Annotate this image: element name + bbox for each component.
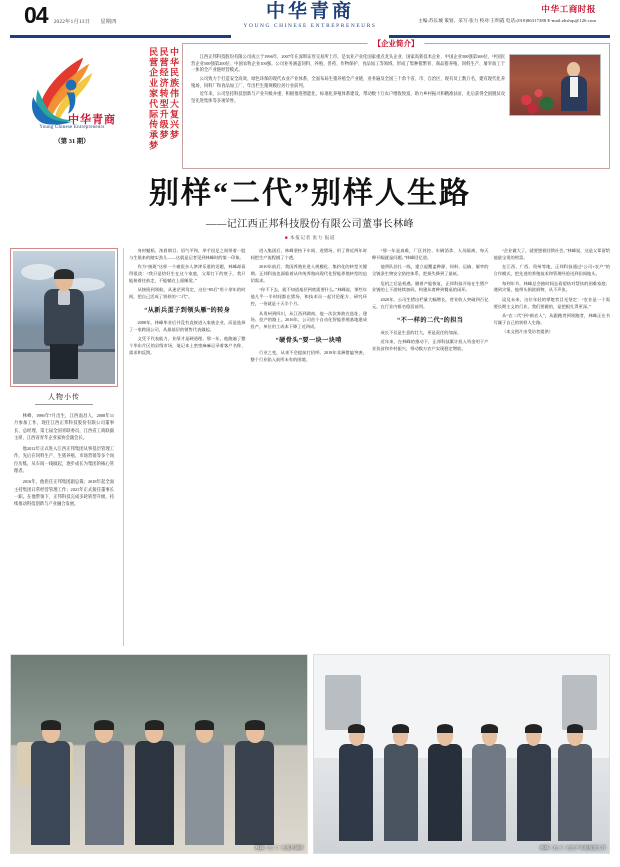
figure-body [384, 744, 418, 842]
publication-date: 2022年1月13日 [53, 19, 91, 25]
figure-hair [481, 724, 498, 733]
slogan-3: 民营企业家代际传承梦 [148, 47, 159, 151]
figure-body [472, 744, 506, 842]
article-column-1 [129, 248, 246, 646]
figure-hair [195, 720, 214, 730]
figure-body [135, 741, 174, 845]
body-paragraph: 从贵州到四川，从江西到湖南，他一次次奔波在选址、建场、投产的路上。2016年，公司首个自动化智能养殖基地建成投产，单位用工成本下降了近四成。 [250, 310, 367, 330]
article-column-2 [251, 248, 368, 646]
figure-hair [437, 724, 454, 733]
logo-name-cn: 中华青商 [68, 114, 116, 126]
photo-figure [514, 726, 552, 841]
company-intro-tag: 【企业简介】 [368, 38, 425, 49]
figure-body [85, 741, 124, 845]
article-subheadline: ——记江西正邦科技股份有限公司董事长林峰 [206, 219, 414, 230]
photo-subject-hair [54, 269, 74, 280]
article-columns [129, 248, 610, 646]
body-paragraph: 身材魁梧、浓眉朗目、语气平和，举手投足之间带着一股与生俱来的踏实劲儿——这就是记者见到林峰时的第一印象。 [129, 248, 246, 260]
section-subheading: “硬骨头”要一块一块啃 [275, 337, 342, 345]
figure-body [235, 741, 274, 845]
photo-figure [556, 726, 594, 841]
photo-equipment [562, 675, 597, 730]
body-paragraph: 近年来，在林峰的推动下，正邦科技累计投入资金用于产业扶贫和乡村振兴，带动数万农户实现稳定增收。 [372, 338, 489, 351]
rule-left [10, 35, 231, 38]
article-body [10, 248, 610, 646]
figure-body [517, 744, 551, 842]
body-paragraph: 成长不仅是生意的壮大，更是责任的加深。 [380, 329, 462, 335]
weekday-label: 星期四 [100, 19, 117, 25]
body-paragraph: 他带队驻扎一线，建立起覆盖种源、饲料、运输、屠宰的全链条生物安全防控体系，把损失降到了最低。 [372, 264, 489, 277]
figure-hair [348, 724, 365, 733]
photo-figure [82, 722, 126, 845]
photo-person-shirt [570, 77, 578, 97]
section-subheading: “不一样的二代”的担当 [397, 316, 464, 324]
body-paragraph: 2010年前后，我国养殖业进入规模化、集约化的转型关键期。正邦科技也面临着从传统养殖向现代化智能养殖转型的迫切需求。 [250, 264, 367, 283]
figure-hair [392, 724, 409, 733]
photo-person-head [567, 62, 580, 77]
banner [10, 41, 610, 171]
byline-text: 本报记者 张力 报道 [290, 235, 336, 240]
figure-body [185, 741, 224, 845]
intro-paragraph: 近年来，公司坚持科技创新与产业升级并重，积极推进智能化、标准化养殖体系建设，带动数十万农户增收致富，助力乡村振兴和精准扶贫，先后获得全国脱贫攻坚先进集体等多项荣誉。 [191, 91, 505, 103]
figure-body [558, 744, 592, 842]
bio-paragraph: 2016年，他担任正邦集团副总裁；2018年起全面主持集团日常经营管理工作；2021年正式接任董事长一职。在他带领下，正邦科技完成多轮转型升级，持续推动科技创新与产业融合发展。 [14, 479, 114, 507]
masthead-title-en: YOUNG CHINESE ENTREPRENEURS [243, 22, 377, 29]
bio-paragraph: 他2012年正式进入江西正邦集团从事基层管理工作，先后在饲料生产、生猪养殖、市场营销等多个岗位历练，从车间一线做起，逐步成长为集团的核心管理者。 [14, 446, 114, 474]
byline-marker: ■ [284, 235, 289, 240]
photo-subject-legs [50, 344, 78, 379]
photo-figure [470, 726, 508, 841]
bottom-photo-row [10, 654, 610, 854]
figure-body [339, 744, 373, 842]
logo-issue-number: （第 31 期） [54, 138, 90, 145]
bio-photo-frame [10, 248, 118, 387]
figure-body [428, 744, 462, 842]
body-paragraph: “企业做大了，就要想着回馈社会。”林峰说，这是父辈留给他最宝贵的财富。 [493, 248, 610, 260]
body-paragraph: 行业之变，从来不会提前打招呼。2018年非洲猪瘟突袭，整个行业陷入前所未有的困境。 [250, 350, 367, 363]
figure-hair [245, 720, 264, 730]
bio-photo [13, 251, 115, 384]
body-paragraph: 2020年，公司生猪出栏量大幅增长，营业收入突破四百亿元，在行业内排名稳居前列。 [372, 296, 489, 309]
logo-block [10, 41, 120, 171]
photo-person [560, 62, 587, 111]
masthead-credits: 主编:苏长城 策划、采写:张力 校对:王明霞 电话:(010)86317388 E-mail:zhshqs@126.com [418, 18, 596, 23]
body-paragraph: 危机之后是机遇。随着产能恢复，正邦科技开始在生猪产业链的上下游持续加码，构建从育种到餐桌的闭环。 [372, 280, 489, 293]
body-paragraph: 进入集团后，林峰坚持下车间、进猪场，用了将近两年时间把生产流程摸了个透。 [250, 248, 367, 260]
article-column-4 [494, 248, 611, 646]
photo-caption-1: 林峰（左二）在基层调研 [255, 845, 304, 850]
publication-brand: 中华工商时报 [541, 4, 596, 14]
figure-body [31, 741, 70, 845]
figure-hair [94, 720, 113, 730]
figure-hair [145, 720, 164, 730]
bio-caption: 人物小传 [35, 392, 93, 405]
photo-subject [44, 270, 85, 379]
section-subheading: “从新兵蛋子到领头雁”的转身 [144, 307, 231, 315]
masthead-right [418, 3, 596, 24]
photo-figure [337, 726, 375, 841]
column-divider [123, 248, 124, 646]
slogan-2: 民营经济转型升级梦 [158, 47, 169, 141]
body-paragraph: 谈及未来，这位年轻的掌舵者目光坚定：“农业是一个需要长期主义的行业，我们要做的，是把根扎得更深。” [493, 296, 610, 309]
photo-figure [233, 722, 277, 845]
masthead-rule [10, 35, 610, 38]
body-paragraph: 2008年，林峰毕业后并没有直接进入家族企业，而是选择了一家跨国公司，从最基层的销售代表做起。 [129, 320, 246, 333]
body-paragraph: “那一年是真难，厂区封控、车辆消杀、人员隔离，每天睁开眼就是问题。”林峰回忆道。 [372, 248, 489, 260]
slogan-1: 中华民族伟大复兴梦 [169, 47, 179, 141]
body-paragraph: 在江西、广西、贵州等地，正邦科技通过“公司+农户”的合作模式，把先进的养殖技术和管理经验送到田间地头。 [493, 264, 610, 277]
company-intro-photo [509, 54, 601, 116]
bottom-photo-2 [313, 654, 611, 854]
body-paragraph: 从接班到领航，从迷茫到笃定，这位“85后”用十余年的时间，把自己活成了别样的“二代”。 [129, 287, 246, 300]
body-paragraph: （本文图片由受访者提供） [502, 329, 554, 335]
bottom-photo-1 [10, 654, 308, 854]
company-intro-text [191, 54, 509, 162]
photo-subject-collar [58, 290, 69, 304]
masthead [10, 0, 610, 34]
bio-column [10, 248, 118, 646]
page-number: 04 [24, 2, 48, 28]
photo-flowers [514, 79, 555, 114]
article-byline [10, 235, 610, 241]
body-paragraph: 作为“接班”这样一个被很多人津津乐道的话题，林峰却看得很淡：“我只是恰好生在这个家庭，父辈打下的底子，我只能接着往前走，不能躺在上面睡觉。” [129, 264, 246, 283]
photo-figure [426, 726, 464, 841]
photo-figure [29, 722, 73, 845]
photo-figure [182, 722, 226, 845]
figure-hair [525, 724, 542, 733]
article-headline: 别样“二代”别样人生路 [149, 177, 471, 210]
body-paragraph: 每到年节，林峰总会抽时间去看望结对帮扶的困难家庭；遇到灾情，他带头捐款捐物，从不声张。 [493, 280, 610, 293]
slogan-group [120, 41, 178, 171]
figure-hair [41, 720, 60, 730]
logo-name-en: Young Chinese Entrepreneurs [39, 125, 105, 130]
photo-caption-2: 林峰（右三）在生产车间检查工作 [540, 845, 606, 850]
article-column-3 [372, 248, 489, 646]
body-paragraph: “你不下去，就不知道基层到底需要什么。”林峰说，那些年他几乎一半时间都在猪场，和技术员一起讨论配方、研究环控，一待就是十天半个月。 [250, 287, 367, 307]
body-paragraph: 从“农二代”到“新农人”，从跟跑者到领跑者，林峰正在书写属于自己的别样人生路。 [493, 313, 610, 325]
bio-text [10, 412, 118, 512]
headline-zone [10, 177, 610, 241]
photo-equipment [325, 675, 360, 730]
company-intro-box [182, 39, 610, 169]
intro-paragraph: 江西正邦科技股份有限公司成立于1996年，2007年在深圳证券交易所上市，是农业产业化国家重点龙头企业、国家高新技术企业、中国企业500强第369位、中国民营企业500强第200位、中国农牧企业100强。公司业务涵盖饲料、养殖、兽药、作物保护、食品加工等领域，形成了集种猪繁育、商品猪养殖、饲料生产、屠宰加工于一体的全产业链经营模式。 [191, 54, 505, 73]
figure-hair [567, 724, 584, 733]
masthead-title-cn: 中华青商 [265, 1, 354, 22]
bio-paragraph: 林峰，1986年7月出生，江西南昌人，2008年11月参加工作，现任江西正邦科技股份有限公司董事长、总经理，第七届全国青联委员，江西省工商联副主席、江西省青年企业家协会副会长。 [14, 413, 114, 440]
photo-figure [381, 726, 419, 841]
intro-paragraph: 公司致力于打造安全高效、绿色环保的现代农业产业体系，全面布局生猪养殖全产业链，业务遍及全国三十余个省、市、自治区，现有员工数万名，建有现代化养殖场、饲料厂和食品加工厂，年出栏生猪规模位居行业前列。 [191, 75, 505, 88]
photo-figure [132, 722, 176, 845]
body-paragraph: 文凭不代表能力，业绩才是硬道理。那一年，他跑遍了整个华东片区的县级市场，笔记本上密密麻麻记录着客户名称、需求和反馈。 [129, 336, 246, 356]
